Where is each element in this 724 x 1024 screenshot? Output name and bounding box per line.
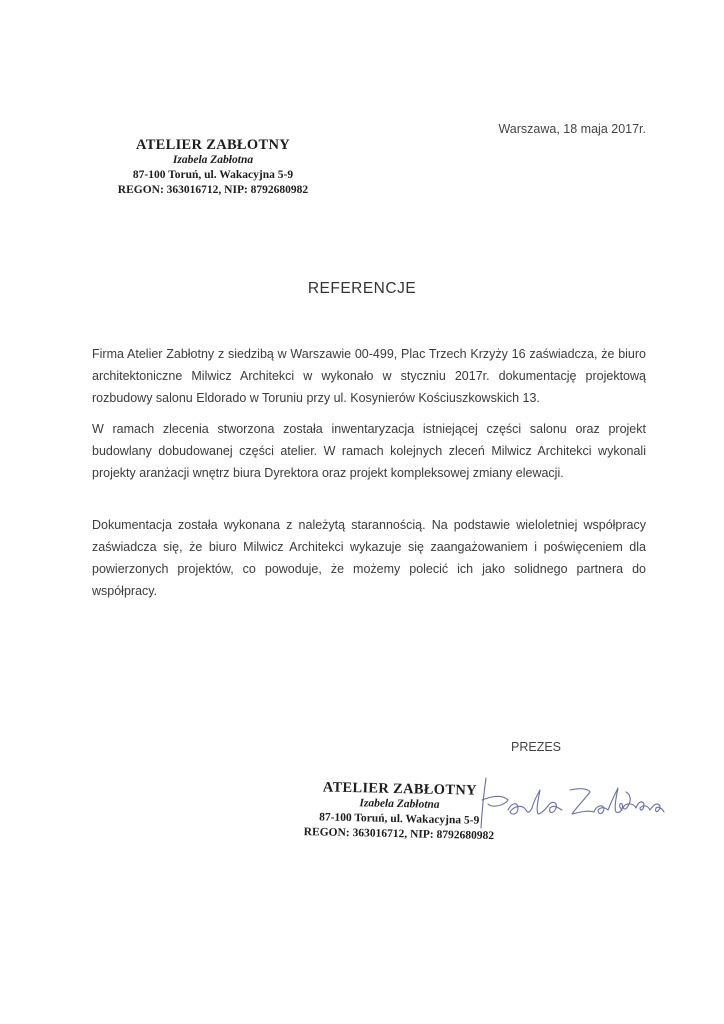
handwritten-signature xyxy=(478,770,668,840)
stamp-address: 87-100 Toruń, ul. Wakacyjna 5-9 xyxy=(132,169,294,181)
signatory-title: PREZES xyxy=(511,740,562,754)
company-stamp-header xyxy=(108,138,318,198)
document-title: REFERENCJE xyxy=(307,280,417,297)
stamp-person-name: Izabela Zabłotna xyxy=(359,797,440,811)
paragraph-3: Dokumentacja została wykonana z należytą starannością. Na podstawie wieloletniej współpracy zaświadcza się, że biuro Milwicz Architekci wykazuje się zaangażowaniem i poświęceniem dla powierzonych projektów, co powoduje, że możemy polecić ich jako solidnego partnera do współpracy. xyxy=(92,518,646,598)
paragraph-1: Firma Atelier Zabłotny z siedzibą w Warszawie 00-499, Plac Trzech Krzyży 16 zaświadcza, że biuro architektoniczne Milwicz Architekci w wykonało w styczniu 2017r. dokumentację projektową rozbudowy salonu Eldorado w Toruniu przy ul. Kosynierów Kościuszkowskich 13. xyxy=(92,347,646,405)
stamp-company-name: ATELIER ZABŁOTNY xyxy=(322,779,477,799)
stamp-regon-nip: REGON: 363016712, NIP: 8792680982 xyxy=(303,826,495,843)
stamp-address: 87-100 Toruń, ul. Wakacyjna 5-9 xyxy=(319,811,480,827)
stamp-person-name: Izabela Zabłotna xyxy=(172,154,254,166)
paragraph-2: W ramach zlecenia stworzona została inwentaryzacja istniejącej części salonu oraz projekt budowlany dobudowanej części atelier. W ramach kolejnych zleceń Milwicz Architekci wykonali projekty aranżacji wnętrz biura Dyrektora oraz projekt kompleksowej zmiany elewacji. xyxy=(92,422,646,480)
stamp-regon-nip: REGON: 363016712, NIP: 8792680982 xyxy=(117,184,309,196)
document-date: Warszawa, 18 maja 2017r. xyxy=(498,122,646,136)
stamp-company-name: ATELIER ZABŁOTNY xyxy=(136,137,290,153)
company-stamp-footer xyxy=(299,780,500,844)
